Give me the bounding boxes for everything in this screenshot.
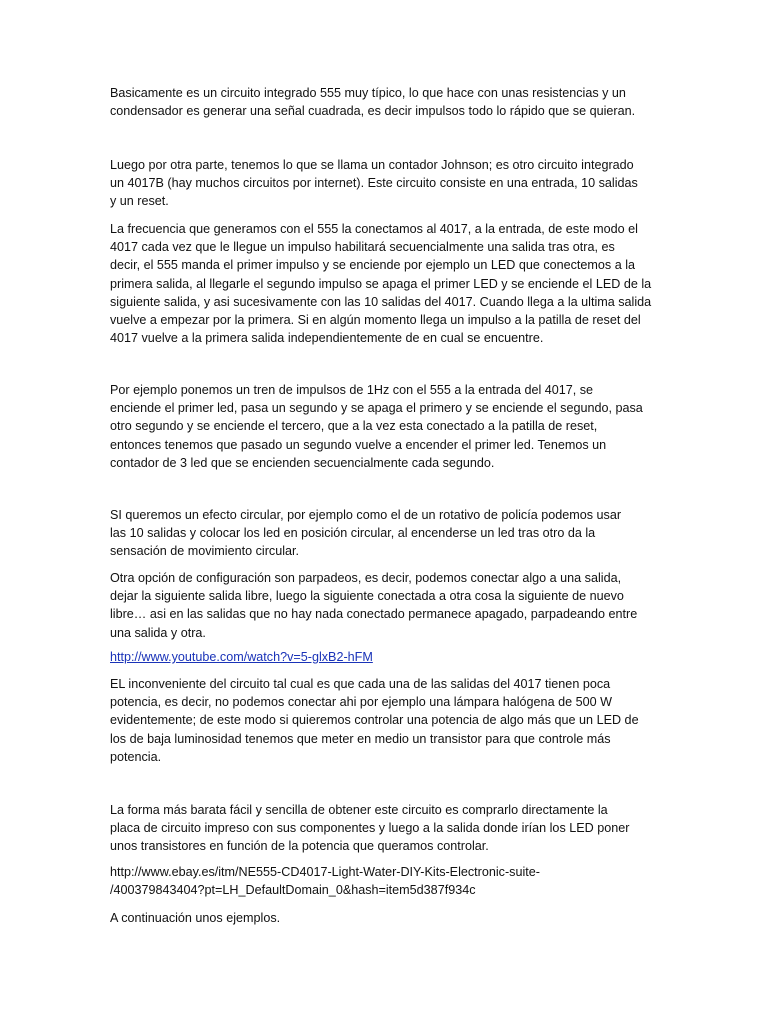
paragraph-ejemplos [110,909,660,927]
text-line: 4017 vuelve a la primera salida independientemente de en cual se encuentre. [110,331,544,346]
text-line: una salida y otra. [110,625,206,640]
text-line: La frecuencia que generamos con el 555 la conectamos al 4017, a la entrada, de este modo el [110,222,638,236]
text-line: placa de circuito impreso con sus componentes y luego a la salida donde irían los LED poner [110,821,630,836]
text-line: Basicamente es un circuito integrado 555 muy típico, lo que hace con unas resistencias y un [110,86,626,100]
text-line: Luego por otra parte, tenemos lo que se llama un contador Johnson; es otro circuito integrado [110,158,634,172]
text-line: unos transistores en función de la potencia que queramos controlar. [110,839,489,854]
text-line: EL inconveniente del circuito tal cual es que cada una de las salidas del 4017 tienen poca [110,677,611,691]
text-line: enciende el primer led, pasa un segundo y se apaga el primero y se enciende el segundo, pasa [110,401,643,416]
text-line: A continuación unos ejemplos. [110,911,281,925]
paragraph-youtube-link [110,648,660,666]
text-line: SI queremos un efecto circular, por ejemplo como el de un rotativo de policía podemos usar [110,508,622,522]
text-line: libre… asi en las salidas que no hay nada conectado permanece apagado, parpadeando entre [110,607,638,622]
text-line: Otra opción de configuración son parpadeos, es decir, podemos conectar algo a una salida, [110,571,622,585]
text-line: 4017 cada vez que le llegue un impulso habilitará secuencialmente una salida tras otra, es [110,240,615,255]
text-line: /400379843404?pt=LH_DefaultDomain_0&hash=item5d387f934c [110,883,476,898]
text-line: entonces tenemos que pasado un segundo vuelve a encender el primer led. Tenemos un [110,437,607,452]
paragraph-ebay-url [110,863,660,899]
paragraph-intro [110,84,660,120]
text-line: primera salida, al llegarle el segundo impulso se apaga el primer LED y se enciende el LED de la [110,276,652,291]
text-line: contador de 3 led que se encienden secuencialmente cada segundo. [110,455,495,470]
paragraph-johnson [110,156,660,211]
text-line: vuelve a empezar por la primera. Si en algún momento llega un impulso a la patilla de reset del [110,313,641,328]
text-line: potencia. [110,749,162,764]
text-line: condensador es generar una señal cuadrada, es decir impulsos todo lo rápido que se quieran. [110,104,636,119]
paragraph-inconveniente [110,675,660,766]
text-line: La forma más barata fácil y sencilla de obtener este circuito es comprarlo directamente la [110,803,608,817]
text-line: http://www.ebay.es/itm/NE555-CD4017-Light-Water-DIY-Kits-Electronic-suite- [110,865,540,879]
text-line: siguiente salida, y asi sucesivamente con las 10 salidas del 4017. Cuando llega a la ultima salida [110,294,652,309]
paragraph-parpadeos [110,569,660,642]
paragraph-frecuencia [110,220,660,347]
text-line: los de baja luminosidad tenemos que meter en medio un transistor para que controle más [110,731,611,746]
text-line: otro segundo y se enciende el tercero, que a la vez esta conectado a la patilla de reset, [110,419,598,434]
youtube-link[interactable]: http://www.youtube.com/watch?v=5-glxB2-hFM [110,650,373,664]
paragraph-circular [110,506,660,561]
text-line: un 4017B (hay muchos circuitos por internet). Este circuito consiste en una entrada, 10 salidas [110,176,638,191]
text-line: sensación de movimiento circular. [110,544,299,559]
text-line: dejar la siguiente salida libre, luego la siguiente conectada a otra cosa la siguiente de nuevo [110,589,624,604]
paragraph-forma [110,801,660,856]
text-line: las 10 salidas y colocar los led en posición circular, al encenderse un led tras otro da la [110,526,596,541]
text-line: y un reset. [110,194,169,209]
paragraph-ejemplo [110,381,660,472]
text-line: potencia, es decir, no podemos conectar ahi por ejemplo una lámpara halógena de 500 W [110,695,612,710]
text-line: Por ejemplo ponemos un tren de impulsos de 1Hz con el 555 a la entrada del 4017, se [110,383,594,397]
text-line: decir, el 555 manda el primer impulso y se enciende por ejemplo un LED que conectemos a la [110,258,636,273]
text-line: evidentemente; de este modo si quieremos controlar una potencia de algo más que un LED de [110,713,639,728]
